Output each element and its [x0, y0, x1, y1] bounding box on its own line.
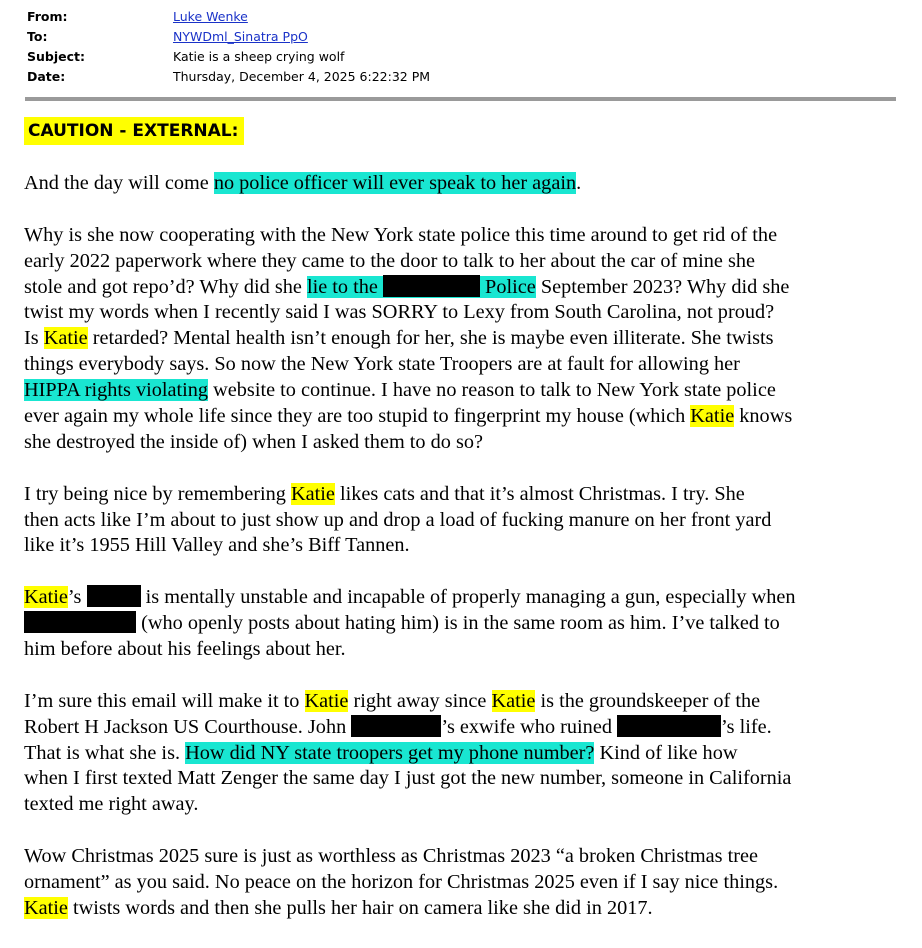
text-span: Police	[479, 275, 536, 298]
body-line: like it’s 1955 Hill Valley and she’s Biff Tannen.	[24, 534, 410, 557]
paragraph-3	[24, 482, 892, 560]
text-span: twists words and then she pulls her hair on camera like she did in 2017.	[67, 896, 653, 919]
name-highlight: Katie	[43, 327, 88, 350]
name-highlight: Katie	[304, 689, 349, 712]
paragraph-2	[24, 223, 892, 456]
text-span: retarded? Mental health isn’t enough for her, she is maybe even illiterate. She twists	[87, 327, 774, 350]
body-line: things everybody says. So now the New York state Troopers are at fault for allowing her	[24, 353, 740, 376]
body-line: texted me right away.	[24, 793, 199, 816]
body-line	[24, 896, 892, 922]
caution-banner: CAUTION - EXTERNAL:	[24, 117, 244, 145]
body-line	[24, 611, 892, 637]
text-span: is the groundskeeper of the	[535, 689, 761, 712]
subject-row	[27, 47, 887, 67]
header-divider	[25, 97, 896, 101]
name-highlight: Katie	[690, 405, 735, 428]
subject-value: Katie is a sheep crying wolf	[173, 49, 345, 64]
body-line: early 2022 paperwork where they came to the door to talk to her about the car of mine she	[24, 249, 755, 272]
text-span: .	[576, 172, 582, 194]
paragraph-5	[24, 689, 892, 818]
body-line	[24, 741, 892, 767]
from-link[interactable]: Luke Wenke	[173, 9, 248, 24]
body-line	[24, 715, 892, 741]
body-line	[24, 275, 892, 301]
text-span: I’m sure this email will make it to	[24, 689, 305, 712]
text-span: I try being nice by remembering	[24, 482, 291, 505]
redaction-box	[383, 275, 480, 297]
body-line	[24, 171, 892, 197]
text-span: Robert H Jackson US Courthouse. John	[24, 715, 352, 738]
highlighted-text	[307, 276, 536, 298]
redaction-box	[24, 611, 136, 633]
body-line: Why is she now cooperating with the New York state police this time around to get rid of the	[24, 223, 778, 246]
highlighted-text: How did NY state troopers get my phone number?	[185, 741, 595, 764]
date-row	[27, 67, 887, 87]
text-span: And the day will come	[24, 172, 214, 194]
text-span: ’s	[67, 586, 87, 609]
body-line: ornament” as you said. No peace on the horizon for Christmas 2025 even if I say nice things.	[24, 871, 779, 894]
subject-label: Subject:	[27, 49, 85, 64]
text-span: That is what she is.	[24, 741, 186, 764]
redaction-box	[351, 715, 441, 737]
body-line: then acts like I’m about to just show up and drop a load of fucking manure on her front yard	[24, 508, 772, 531]
name-highlight: Katie	[24, 586, 68, 609]
to-row	[27, 27, 887, 47]
text-span: ’s exwife who ruined	[441, 715, 618, 738]
text-span: knows	[734, 405, 793, 428]
text-span: ever again my whole life since they are too stupid to fingerprint my house (which	[24, 405, 691, 428]
email-body	[24, 171, 892, 948]
name-highlight: Katie	[24, 896, 68, 919]
text-span: ’s life.	[721, 715, 772, 738]
body-line	[24, 689, 892, 715]
redaction-box	[617, 715, 721, 737]
name-highlight: Katie	[491, 689, 536, 712]
highlighted-text: HIPPA rights violating	[24, 379, 209, 402]
name-highlight: Katie	[290, 482, 335, 505]
text-span: Is	[24, 327, 44, 350]
body-line: she destroyed the inside of) when I asked them to do so?	[24, 430, 484, 453]
text-span: right away since	[348, 689, 492, 712]
text-span: website to continue. I have no reason to talk to New York state police	[208, 379, 776, 402]
body-line: him before about his feelings about her.	[24, 638, 346, 661]
to-label: To:	[27, 29, 48, 44]
body-line	[24, 404, 892, 430]
body-line	[24, 378, 892, 404]
text-span: stole and got repo’d? Why did she	[24, 275, 307, 298]
to-link[interactable]: NYWDml_Sinatra PpO	[173, 29, 308, 44]
body-line: twist my words when I recently said I was SORRY to Lexy from South Carolina, not proud?	[24, 301, 775, 324]
paragraph-4	[24, 585, 892, 663]
text-span: likes cats and that it’s almost Christmas. I try. She	[334, 482, 745, 505]
email-header	[27, 7, 887, 87]
paragraph-1	[24, 171, 892, 197]
body-line: when I first texted Matt Zenger the same day I just got the new number, someone in California	[24, 767, 792, 790]
body-line	[24, 326, 892, 352]
text-span: is mentally unstable and incapable of properly managing a gun, especially when	[140, 586, 796, 609]
body-line	[24, 482, 892, 508]
from-row	[27, 7, 887, 27]
paragraph-6	[24, 844, 892, 922]
date-value: Thursday, December 4, 2025 6:22:32 PM	[173, 69, 431, 84]
redaction-box	[87, 585, 141, 607]
highlighted-text: no police officer will ever speak to her again	[213, 172, 577, 194]
from-label: From:	[27, 9, 68, 24]
body-line: Wow Christmas 2025 sure is just as worthless as Christmas 2023 “a broken Christmas tree	[24, 845, 759, 868]
text-span: (who openly posts about hating him) is in the same room as him. I’ve talked to	[136, 612, 780, 635]
text-span: September 2023? Why did she	[535, 275, 790, 298]
body-line	[24, 585, 892, 611]
text-span: lie to the	[306, 275, 383, 298]
text-span: Kind of like how	[594, 741, 738, 764]
date-label: Date:	[27, 69, 66, 84]
